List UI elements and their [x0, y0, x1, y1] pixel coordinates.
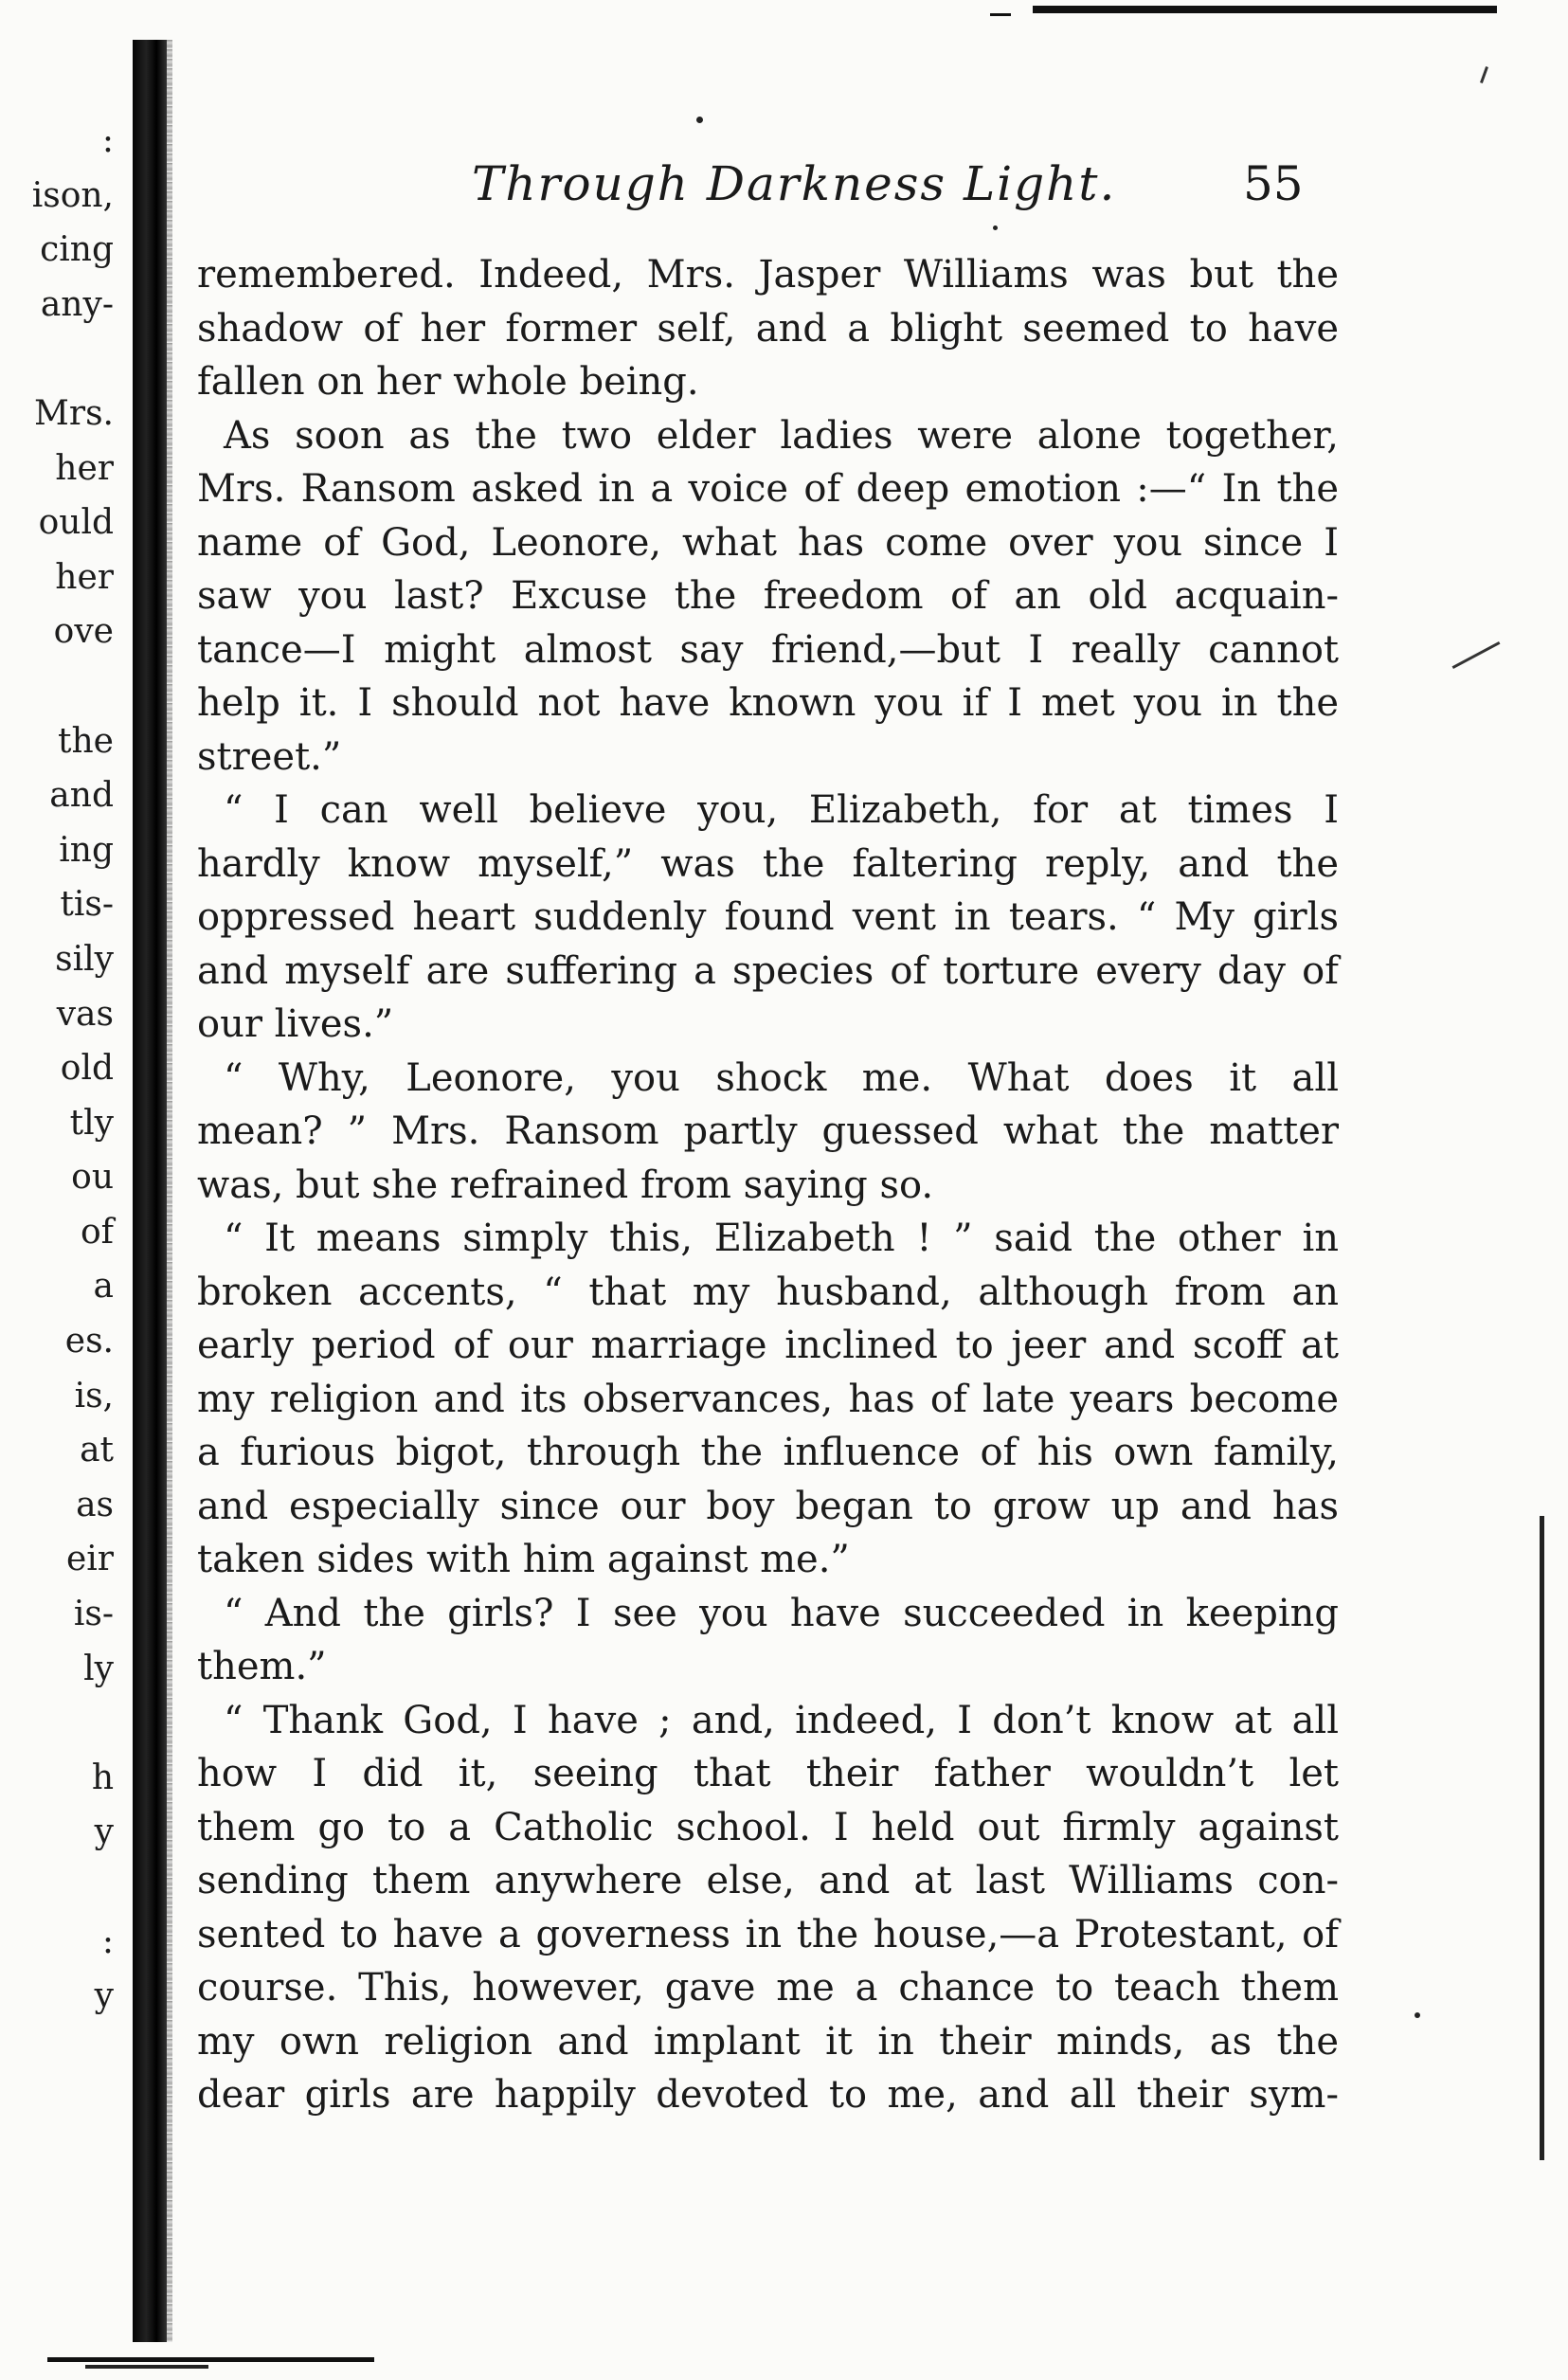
running-head-title: Through Darkness Light. — [472, 156, 1117, 211]
text-line: name of God, Leonore, what has come over you since I — [197, 520, 1339, 565]
fragment-line: : — [101, 1921, 114, 1961]
fragment-line: : — [101, 121, 114, 160]
text-line: As soon as the two elder ladies were alone together, — [224, 413, 1339, 458]
text-line: “ And the girls? I see you have succeeded in keeping — [224, 1591, 1339, 1635]
body-text — [197, 248, 1339, 2122]
fragment-line: her — [55, 557, 114, 597]
fragment-line: is, — [74, 1376, 114, 1415]
text-line: a furious bigot, through the influence of his own family, — [197, 1431, 1339, 1474]
fragment-line: a — [93, 1267, 114, 1307]
bottom-rule — [47, 2357, 374, 2362]
right-edge-mark — [1540, 1516, 1544, 2160]
bottom-rule-secondary — [85, 2365, 208, 2369]
text-line: early period of our marriage inclined to jeer and scoff at — [197, 1324, 1339, 1367]
binding-gutter — [133, 40, 167, 2342]
fragment-line — [0, 1696, 114, 1751]
text-line: fallen on her whole being. — [197, 360, 699, 404]
fragment-line: ove — [53, 612, 114, 652]
text-line: help it. I should not have known you if I met you in the — [197, 681, 1339, 725]
text-line: “ It means simply this, Elizabeth ! ” said the other in — [224, 1217, 1339, 1260]
text-line: “ Why, Leonore, you shock me. What does it all — [224, 1055, 1339, 1100]
fragment-line: old — [60, 1049, 114, 1089]
fragment-line — [0, 332, 114, 387]
fragment-line: ly — [83, 1649, 114, 1688]
text-line: and especially since our boy began to grow up and has — [197, 1484, 1339, 1528]
top-rule — [1033, 6, 1497, 13]
fragment-line: any- — [40, 284, 114, 324]
fragment-line: ould — [38, 503, 114, 543]
top-rule-short — [990, 13, 1011, 16]
fragment-line: her — [55, 448, 114, 488]
text-line: mean? ” Mrs. Ransom partly guessed what the matter — [197, 1109, 1339, 1153]
fragment-line: Mrs. — [34, 393, 114, 433]
text-line: hardly know myself,” was the faltering reply, and the — [197, 841, 1339, 886]
previous-page-fragment — [0, 114, 114, 2024]
fragment-line: and — [49, 776, 114, 816]
text-line: taken sides with him against me.” — [197, 1538, 850, 1581]
text-line: and myself are suffering a species of torture every day of — [197, 948, 1339, 993]
speck — [1415, 2012, 1420, 2018]
text-line: sented to have a governess in the house,—a Protestant, of — [197, 1912, 1339, 1956]
text-line: saw you last? Excuse the freedom of an old acquain- — [197, 574, 1339, 618]
speck — [993, 225, 998, 230]
speck — [696, 117, 703, 123]
fragment-line: tly — [69, 1103, 114, 1143]
fragment-line: tis- — [60, 885, 114, 925]
fragment-line: the — [58, 721, 114, 761]
fragment-line: y — [94, 1812, 114, 1852]
text-line: shadow of her former self, and a blight seemed to have — [197, 306, 1339, 351]
text-line: my own religion and implant it in their minds, as the — [197, 2019, 1339, 2064]
text-line: course. This, however, gave me a chance to teach them — [197, 1966, 1339, 2010]
text-line: them go to a Catholic school. I held out firmly against — [197, 1805, 1339, 1849]
text-line: dear girls are happily devoted to me, and all their sym- — [197, 2073, 1339, 2117]
text-line: remembered. Indeed, Mrs. Jasper Williams was but the — [197, 253, 1339, 297]
text-line: was, but she refrained from saying so. — [197, 1163, 934, 1207]
text-line: tance—I might almost say friend,—but I really cannot — [197, 627, 1339, 672]
fragment-line: h — [91, 1758, 114, 1797]
page-number: 55 — [1243, 156, 1304, 211]
margin-mark — [1480, 66, 1488, 83]
fragment-line: es. — [64, 1322, 114, 1361]
fragment-line: sily — [55, 939, 114, 979]
text-line: my religion and its observances, has of late years become — [197, 1377, 1339, 1421]
text-line: broken accents, “ that my husband, although from an — [197, 1270, 1339, 1314]
fragment-line: eir — [65, 1540, 114, 1579]
text-line: street.” — [197, 734, 342, 779]
fragment-line: cing — [40, 230, 114, 270]
fragment-line — [0, 659, 114, 714]
text-line: our lives.” — [197, 1002, 394, 1046]
fragment-line — [0, 1860, 114, 1915]
fragment-line: y — [94, 1976, 114, 2016]
fragment-line: is- — [73, 1595, 114, 1634]
text-line: oppressed heart suddenly found vent in tears. “ My girls — [197, 895, 1339, 939]
text-line: Mrs. Ransom asked in a voice of deep emotion :—“ In the — [197, 467, 1339, 511]
text-line: them.” — [197, 1645, 327, 1688]
fragment-line: ou — [71, 1158, 114, 1198]
margin-mark — [1452, 641, 1501, 669]
text-line: “ Thank God, I have ; and, indeed, I don’t know at all — [224, 1698, 1339, 1742]
text-line: sending them anywhere else, and at last Williams con- — [197, 1859, 1339, 1902]
fragment-line: as — [76, 1485, 114, 1524]
text-line: “ I can well believe you, Elizabeth, for at times I — [224, 788, 1339, 832]
fragment-line: vas — [56, 994, 114, 1034]
text-line: how I did it, seeing that their father wouldn’t let — [197, 1752, 1339, 1795]
fragment-line: ison, — [31, 175, 114, 215]
fragment-line: of — [81, 1212, 114, 1252]
fragment-line: at — [80, 1431, 114, 1470]
binding-gutter-edge — [167, 40, 172, 2342]
fragment-line: ing — [59, 830, 114, 870]
